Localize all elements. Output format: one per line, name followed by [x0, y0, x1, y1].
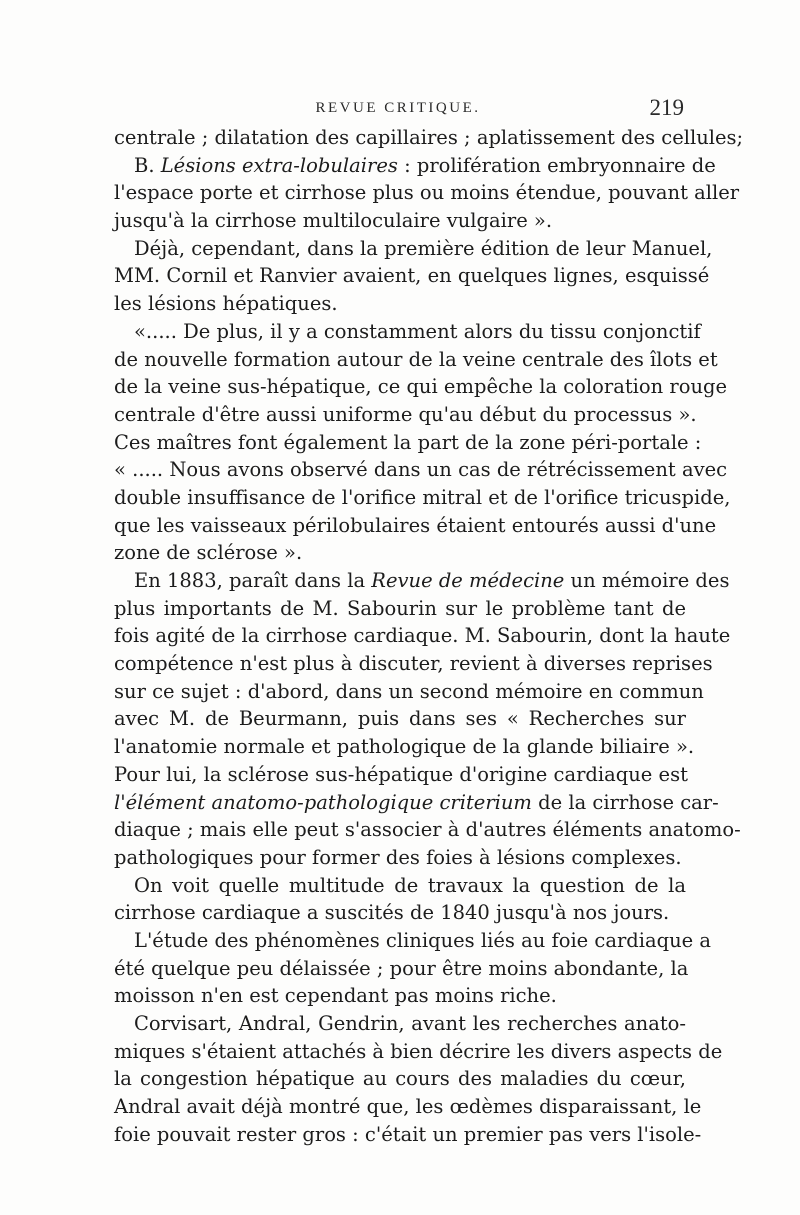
text-line: l'élément anatomo-pathologique criterium de la cirrhose car-: [114, 790, 719, 814]
running-head: [112, 95, 684, 126]
text-line: Déjà, cependant, dans la première édition de leur Manuel,: [134, 236, 713, 260]
italic-term: Lésions extra-lobulaires: [160, 153, 398, 177]
journal-title: Revue de médecine: [371, 569, 565, 592]
text-line: « ..... Nous avons observé dans un cas de rétrécissement avec: [114, 458, 728, 482]
text-line: de nouvelle formation autour de la veine centrale des îlots et: [114, 347, 718, 371]
text-line: sur ce sujet : d'abord, dans un second mémoire en commun: [114, 679, 704, 703]
text-line: plus importants de M. Sabourin sur le problème tant de: [114, 596, 686, 620]
text-line: centrale d'être aussi uniforme qu'au début du processus ».: [114, 402, 697, 426]
body-text: [114, 124, 744, 1148]
text-line: centrale ; dilatation des capillaires ; aplatissement des cellules;: [114, 126, 744, 149]
text-line: B. Lésions extra-lobulaires : prolifération embryonnaire de: [134, 153, 716, 177]
running-head-title: REVUE CRITIQUE.: [315, 100, 481, 116]
text-line: MM. Cornil et Ranvier avaient, en quelques lignes, esquissé: [114, 264, 710, 288]
text-line: L'étude des phénomènes cliniques liés au foie cardiaque a: [134, 928, 712, 952]
text-line: jusqu'à la cirrhose multiloculaire vulgaire ».: [114, 209, 553, 233]
text-line: foie pouvait rester gros : c'était un premier pas vers l'isole-: [114, 1122, 702, 1146]
text-line: de la veine sus-hépatique, ce qui empêche la coloration rouge: [114, 375, 728, 399]
text-line: On voit quelle multitude de travaux la question de la: [134, 873, 686, 897]
text-line: Andral avait déjà montré que, les œdèmes disparaissant, le: [114, 1095, 702, 1119]
text-line: l'espace porte et cirrhose plus ou moins étendue, pouvant aller: [114, 181, 740, 205]
text-line: fois agité de la cirrhose cardiaque. M. Sabourin, dont la haute: [114, 624, 731, 648]
text-line: zone de sclérose ».: [114, 541, 303, 565]
text-line: diaque ; mais elle peut s'associer à d'autres éléments anatomo-: [114, 818, 741, 842]
text-line: la congestion hépatique au cours des maladies du cœur,: [114, 1067, 686, 1091]
text-line: Pour lui, la sclérose sus-hépatique d'origine cardiaque est: [114, 762, 688, 786]
page-number: 219: [649, 95, 684, 120]
text-line: moisson n'en est cependant pas moins riche.: [114, 984, 557, 1008]
text-line: Corvisart, Andral, Gendrin, avant les recherches anato-: [134, 1012, 686, 1035]
italic-term: l'élément anatomo-pathologique criterium: [114, 790, 532, 814]
text-line: les lésions hépatiques.: [114, 292, 338, 316]
text-line: miques s'étaient attachés à bien décrire les divers aspects de: [114, 1039, 723, 1063]
text-line: cirrhose cardiaque a suscités de 1840 jusqu'à nos jours.: [114, 901, 670, 925]
text-line: double insuffisance de l'orifice mitral et de l'orifice tricuspide,: [114, 485, 731, 509]
text-line: été quelque peu délaissée ; pour être moins abondante, la: [114, 956, 689, 980]
text-line: En 1883, paraît dans la Revue de médecine un mémoire des: [134, 569, 730, 592]
text-line: que les vaisseaux périlobulaires étaient entourés aussi d'une: [114, 513, 717, 537]
text-line: avec M. de Beurmann, puis dans ses « Recherches sur: [114, 707, 686, 731]
text-line: «..... De plus, il y a constamment alors du tissu conjonctif: [134, 319, 701, 343]
text-line: pathologiques pour former des foies à lésions complexes.: [114, 845, 682, 869]
text-line: l'anatomie normale et pathologique de la glande biliaire ».: [114, 735, 695, 759]
text-line: compétence n'est plus à discuter, revient à diverses reprises: [114, 652, 713, 676]
text-line: Ces maîtres font également la part de la zone péri-portale :: [114, 430, 702, 454]
